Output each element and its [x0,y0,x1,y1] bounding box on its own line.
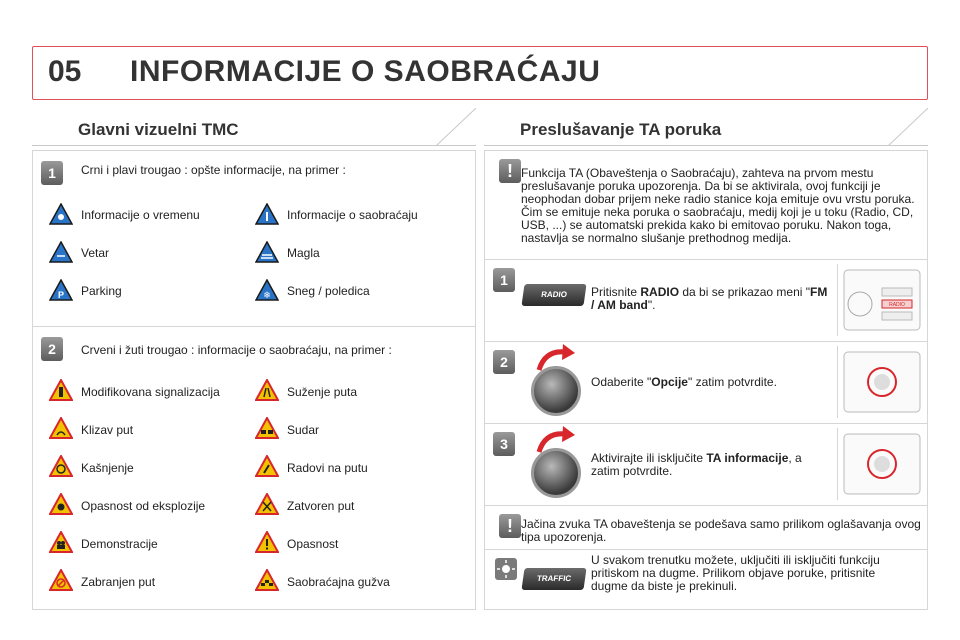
volume-note-row [485,505,927,549]
volume-note-text: Jačina zvuka TA obaveštenja se podešava samo prilikom oglašavanja ovog tipa upozorenja. [521,517,921,544]
explosion-icon [49,493,73,515]
collision-icon [255,417,279,439]
tmc-panel [32,150,476,610]
ta-intro-text: Funkcija TA (Obaveštenja o Saobraćaju), zahteva na prvom mestu preslušavanje poruka upozorenja. Da bi se aktivirala, ovoj funkciji je neophodan dobar prijem neke radio stanice koja emituje ovu vrstu poruka. Čim se emituje neka poruka o saobraćaju, medij koji je u toku (Radio, CD, USB, ...) se automatski prekida kako bi emitovao poruku. Nakon toga, nastavlja se normalno slušanje prethodnog medija. [521,166,915,245]
step-badge-3: 3 [493,432,515,456]
demonstration-icon [49,531,73,553]
item-slippery: Klizav put [81,423,134,437]
traffic-tip-text: U svakom trenutku možete, uključiti ili isključiti funkciju pritiskom na dugme. Prilikom objave poruke, pritisnite dugme da biste je prekinuli. [591,553,880,593]
block1-intro: Crni i plavi trougao : opšte informacije, na primer : [81,163,346,177]
radio-button[interactable]: RADIO [521,284,586,306]
step3-row [485,423,927,505]
step1-row [485,259,927,341]
step2-text: Odaberite "Opcije" zatim potvrdite. [591,375,777,389]
block2-intro: Crveni i žuti trougao : informacije o saobraćaju, na primer : [81,343,392,357]
header-slash-decoration [888,108,928,146]
rotary-knob[interactable] [531,448,581,498]
info-icon [255,203,279,225]
warning-badge: ! [499,159,521,183]
right-section-title: Preslušavanje TA poruka [520,120,722,139]
knob-panel-illustration [837,346,923,418]
item-traffic-jam: Saobraćajna gužva [287,575,390,589]
item-collision: Sudar [287,423,320,437]
item-roadworks: Radovi na putu [287,461,368,475]
rotary-knob[interactable] [531,366,581,416]
item-narrowing: Suženje puta [287,385,358,399]
step2-row [485,341,927,423]
item-closed-road: Zatvoren put [287,499,355,513]
svg-text:RADIO: RADIO [889,302,905,308]
step1-text: Pritisnite RADIO da bi se prikazao meni "FM / AM band". [591,285,828,312]
item-traffic-info: Informacije o saobraćaju [287,208,418,222]
step3-text: Aktivirajte ili isključite TA informacije, a zatim potvrdite. [591,451,802,478]
chapter-title: INFORMACIJE O SAOBRAĆAJU [130,55,601,88]
forbidden-road-icon [49,569,73,591]
traffic-jam-icon [255,569,279,591]
traffic-tip-row [485,549,927,611]
danger-icon [255,531,279,553]
step-badge-2: 2 [41,337,63,361]
item-demonstration: Demonstracije [81,537,158,551]
fog-icon [255,241,279,263]
weather-icon [49,203,73,225]
item-weather: Informacije o vremenu [81,208,200,222]
signal-icon [49,379,73,401]
step-badge-2: 2 [493,350,515,374]
item-modified-signal: Modifikovana signalizacija [81,385,220,399]
item-delay: Kašnjenje [81,461,134,475]
narrowing-icon [255,379,279,401]
left-section-title: Glavni vizuelni TMC [78,120,239,139]
knob-panel-illustration [837,428,923,500]
radio-panel-illustration [837,264,923,336]
item-wind: Vetar [81,246,110,260]
tip-sun-icon [495,558,517,580]
left-section-header [32,108,476,146]
header-slash-decoration [436,108,476,146]
chapter-number: 05 [48,55,82,88]
right-section-header [484,108,928,146]
item-danger: Opasnost [287,537,339,551]
item-fog: Magla [287,246,320,260]
ta-panel [484,150,928,610]
closed-road-icon [255,493,279,515]
snow-icon [255,279,279,301]
slippery-icon [49,417,73,439]
item-forbidden-road: Zabranjen put [81,575,156,589]
warning-badge: ! [499,514,521,538]
delay-icon [49,455,73,477]
step-badge-1: 1 [41,161,63,185]
item-explosion: Opasnost od eksplozije [81,499,206,513]
traffic-button[interactable]: TRAFFIC [521,568,586,590]
wind-icon [49,241,73,263]
item-snow: Sneg / poledica [287,284,370,298]
roadworks-icon [255,455,279,477]
item-parking: Parking [81,284,122,298]
svg-text:❄: ❄ [263,291,271,301]
parking-icon [49,279,73,301]
svg-text:P: P [57,290,65,300]
step-badge-1: 1 [493,268,515,292]
